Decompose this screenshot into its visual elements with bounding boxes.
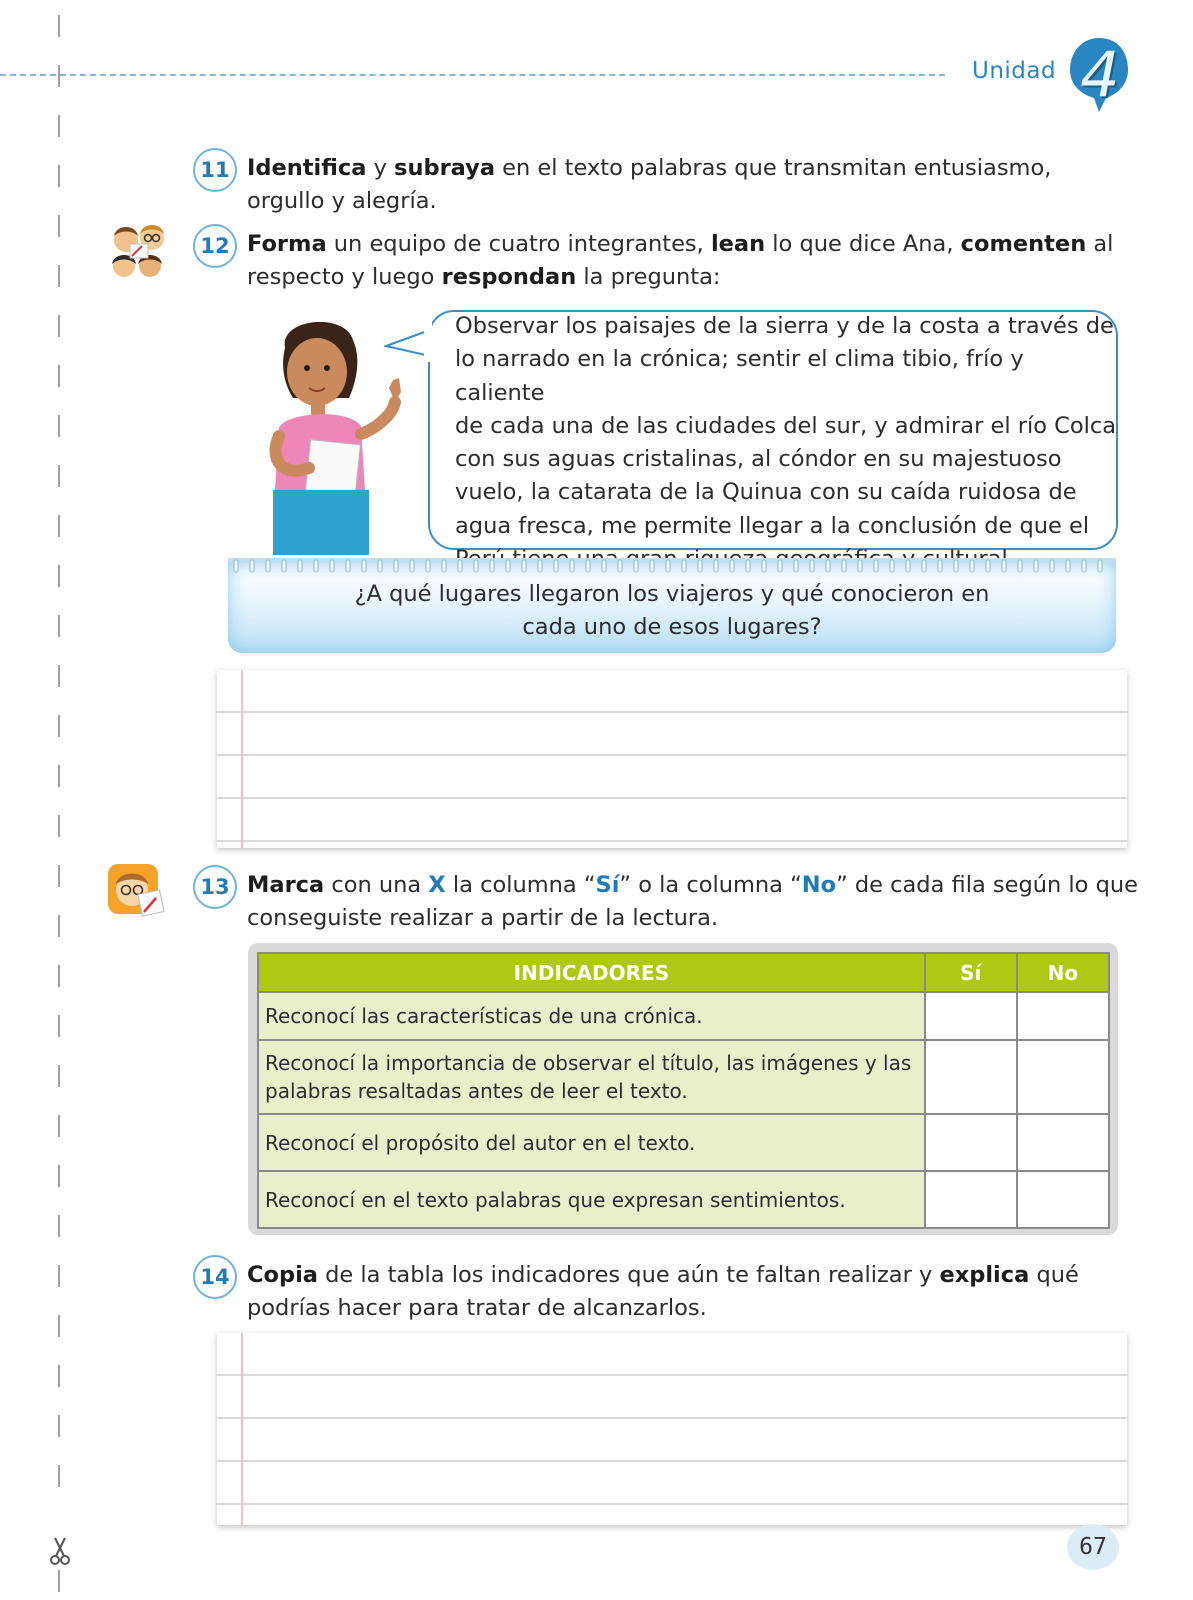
check-cell-si[interactable] (925, 992, 1017, 1040)
check-cell-si[interactable] (925, 1040, 1017, 1114)
unit-number: 4 (1080, 38, 1120, 111)
question-number-12: 12 (193, 224, 237, 268)
page-number: 67 (1067, 1524, 1119, 1570)
cut-line (0, 0, 80, 1600)
table-row (258, 1114, 1109, 1171)
margin-line (241, 1333, 243, 1525)
margin-line (241, 670, 243, 848)
indicator-text: Reconocí la importancia de observar el título, las imágenes y las palabras resaltadas antes de leer el texto. (258, 1040, 925, 1114)
speech-bubble-text: Observar los paisajes de la sierra y de la costa a través de lo narrado en la crónica; sentir el clima tibio, frío y caliente de cada una de las ciudades del sur, y admirar el río Colca con sus aguas cristalinas, al cóndor en su majestuoso vuelo, la catarata de la Quinua con su caída ruidosa de agua fresca, me permite llegar a la conclusión de que el (455, 313, 1117, 539)
header-no: No (1017, 953, 1109, 992)
check-cell-no[interactable] (1017, 1114, 1109, 1171)
check-cell-no[interactable] (1017, 992, 1109, 1040)
question-number-13: 13 (193, 865, 237, 909)
indicators-table (257, 952, 1110, 1229)
teacher-icon (106, 862, 166, 918)
question-number-11: 11 (193, 148, 237, 192)
table-row (258, 992, 1109, 1040)
check-cell-si[interactable] (925, 1171, 1017, 1228)
header-si: Sí (925, 953, 1017, 992)
table-row (258, 1040, 1109, 1114)
table-row (258, 1171, 1109, 1228)
answer-lines-q12[interactable] (217, 670, 1127, 848)
header-indicadores: INDICADORES (258, 953, 925, 992)
scissors-icon (47, 1536, 73, 1566)
question-prompt: ¿A qué lugares llegaron los viajeros y qué conocieron en cada uno de esos lugares? (354, 581, 990, 640)
team-work-icon (106, 222, 172, 284)
question-12-text: Forma un equipo de cuatro integrantes, lean lo que dice Ana, comenten al respecto y luego respondan la pregunta: (247, 231, 1114, 290)
question-number-14: 14 (193, 1255, 237, 1299)
header-dashed-line (0, 74, 945, 76)
question-11-text: Identifica y subraya en el texto palabras que transmitan entusiasmo, orgullo y alegría. (247, 155, 1052, 214)
question-13-text: Marca con una X la columna “Sí” o la columna “No” de cada fila según lo que conseguiste realizar a partir de la lectura. (247, 872, 1138, 931)
unit-label: Unidad (972, 58, 1057, 84)
check-cell-si[interactable] (925, 1114, 1017, 1171)
question-14-text: Copia de la tabla los indicadores que aún te faltan realizar y explica qué podrías hacer para tratar de alcanzarlos. (247, 1262, 1079, 1321)
notebook-spiral (228, 558, 1116, 574)
indicator-text: Reconocí las características de una crónica. (258, 992, 925, 1040)
answer-lines-q14[interactable] (217, 1333, 1127, 1525)
bubble-tail-join (424, 322, 432, 362)
unit-badge (1068, 36, 1130, 114)
indicator-text: Reconocí en el texto palabras que expresan sentimientos. (258, 1171, 925, 1228)
indicator-text: Reconocí el propósito del autor en el texto. (258, 1114, 925, 1171)
check-cell-no[interactable] (1017, 1040, 1109, 1114)
check-cell-no[interactable] (1017, 1171, 1109, 1228)
